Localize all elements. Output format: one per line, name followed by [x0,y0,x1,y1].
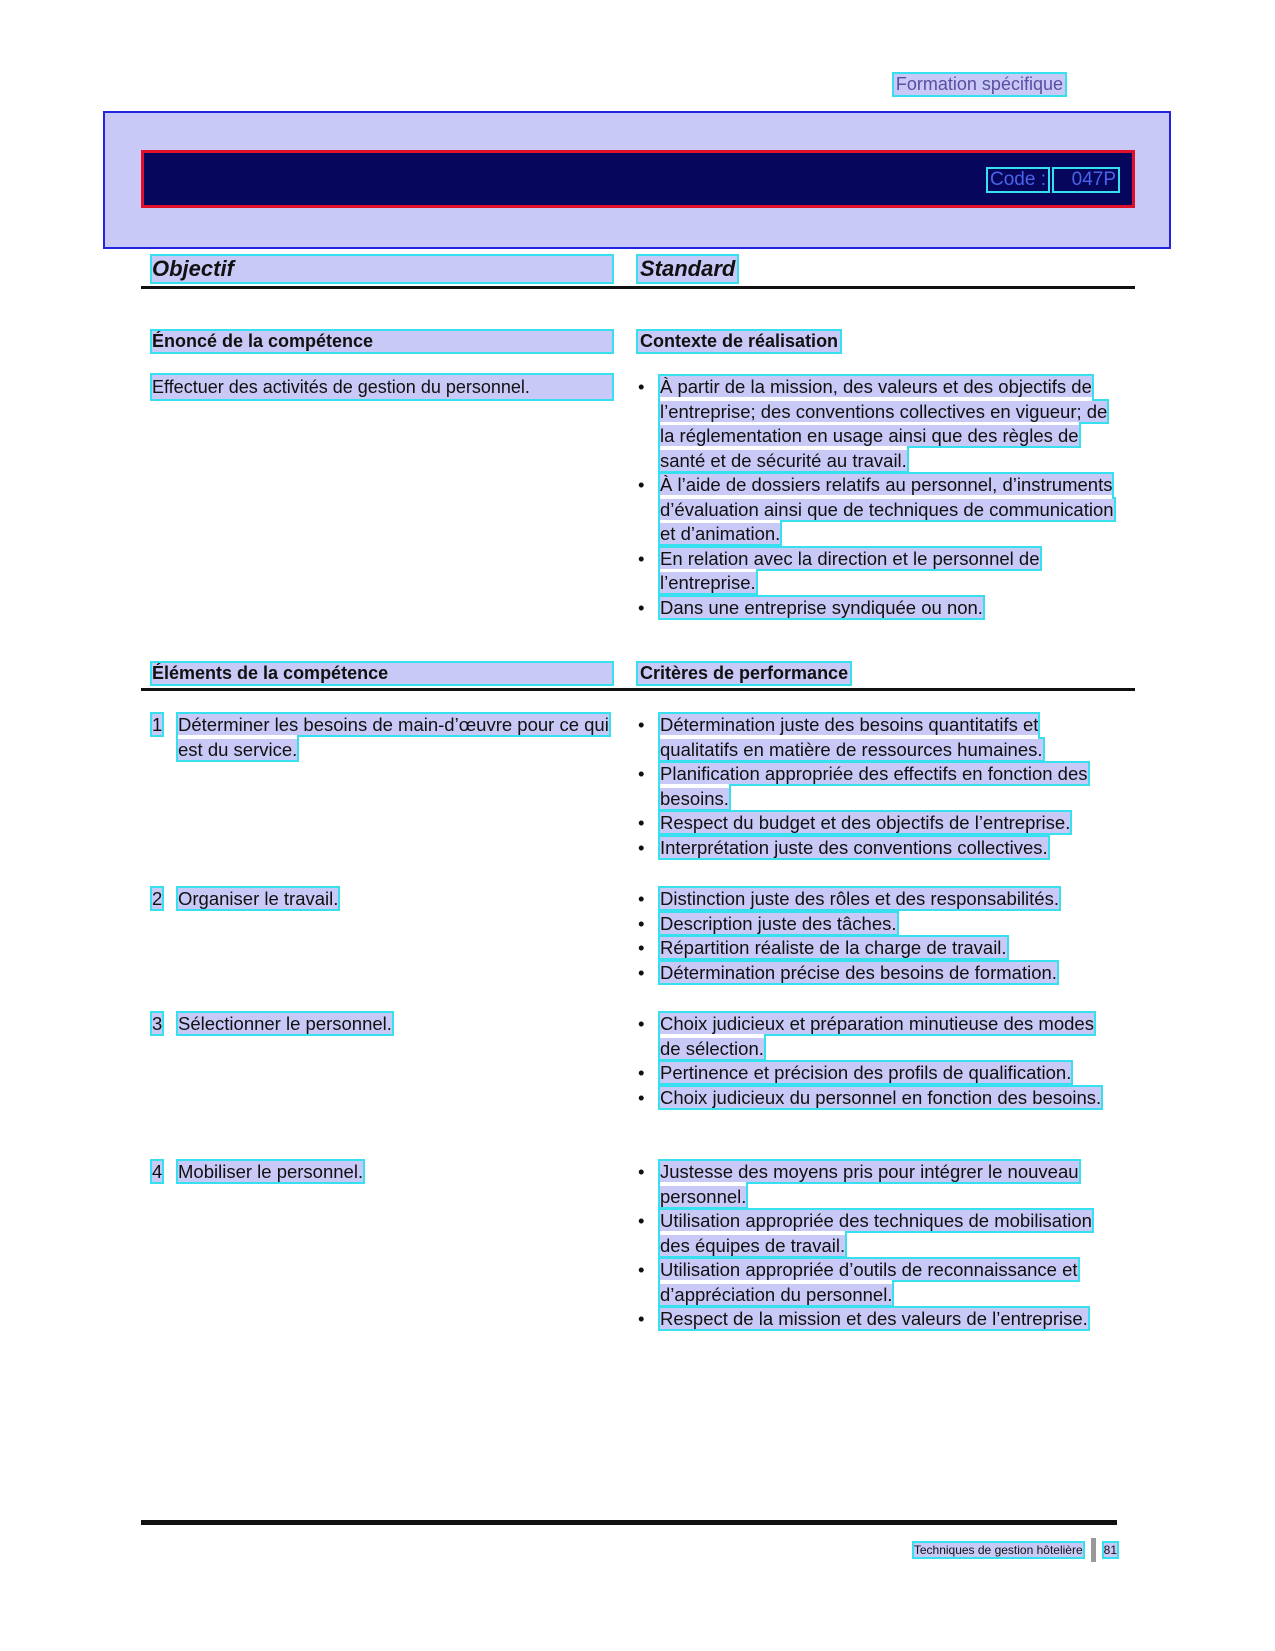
footer-program-name: Techniques de gestion hôtelière [913,1543,1083,1557]
criterion-item: • Choix judicieux et préparation minutieuse des modes de sélection. [638,1012,1116,1061]
criterion-item: • Choix judicieux du personnel en fonction des besoins. [638,1086,1116,1111]
competency-statement-heading: Énoncé de la compétence [152,331,612,352]
code-label: Code : [990,169,1046,190]
criterion-item: • Description juste des tâches. [638,912,1116,937]
element-number: 2 [152,888,163,909]
criterion-item: • Utilisation appropriée d’outils de reconnaissance et d’appréciation du personnel. [638,1258,1116,1307]
criterion-item: • Répartition réaliste de la charge de travail. [638,936,1116,961]
page-footer [914,1538,1117,1562]
context-item: • À partir de la mission, des valeurs et des objectifs de l’entreprise; des conventions collectives en vigueur; de la réglementation en usage ainsi que des règles de santé et de sécurité au travail. [638,375,1116,473]
element-number: 3 [152,1013,163,1034]
standard-heading: Standard [640,256,736,281]
element-text: Déterminer les besoins de main-d’œuvre pour ce qui est du service. [178,714,609,760]
context-item: • Dans une entreprise syndiquée ou non. [638,596,1116,621]
header-divider [141,286,1135,289]
element-item-1 [152,713,612,762]
criterion-item: • Planification appropriée des effectifs en fonction des besoins. [638,762,1116,811]
criterion-item: • Pertinence et précision des profils de qualification. [638,1061,1116,1086]
footer-separator [1091,1538,1096,1562]
competency-statement: Effectuer des activités de gestion du personnel. [152,375,612,399]
element-number: 4 [152,1161,163,1182]
context-item: • À l’aide de dossiers relatifs au personnel, d’instruments d’évaluation ainsi que de techniques de communication et d’animation. [638,473,1116,547]
element-item-2 [152,887,612,912]
criterion-item: • Détermination juste des besoins quantitatifs et qualitatifs en matière de ressources humaines. [638,713,1116,762]
criterion-item: • Détermination précise des besoins de formation. [638,961,1116,986]
element-text: Organiser le travail. [178,888,339,909]
criterion-item: • Utilisation appropriée des techniques de mobilisation des équipes de travail. [638,1209,1116,1258]
criterion-item: • Respect de la mission et des valeurs de l’entreprise. [638,1307,1116,1332]
element-item-4 [152,1160,612,1185]
criteria-list-3 [638,1012,1116,1110]
criteria-list-1 [638,713,1116,860]
elements-heading: Éléments de la compétence [152,663,612,684]
program-type-label: Formation spécifique [895,74,1063,94]
element-number: 1 [152,714,163,735]
element-text: Sélectionner le personnel. [178,1013,392,1034]
code-row [988,169,1118,191]
criterion-item: • Interprétation juste des conventions collectives. [638,836,1116,861]
element-item-3 [152,1012,612,1037]
criterion-item: • Distinction juste des rôles et des responsabilités. [638,887,1116,912]
page-number: 81 [1103,1543,1117,1557]
competency-title-bar [141,150,1135,208]
code-value: 047P [1054,169,1118,191]
criteria-list-4 [638,1160,1116,1332]
context-list [638,375,1116,620]
context-item: • En relation avec la direction et le personnel de l’entreprise. [638,547,1116,596]
footer-divider [141,1520,1117,1525]
context-heading: Contexte de réalisation [640,331,839,351]
elements-divider [141,688,1135,691]
element-text: Mobiliser le personnel. [178,1161,364,1182]
criterion-item: • Respect du budget et des objectifs de l’entreprise. [638,811,1116,836]
criteria-heading: Critères de performance [640,663,849,683]
criteria-list-2 [638,887,1116,985]
objective-heading: Objectif [152,256,612,282]
criterion-item: • Justesse des moyens pris pour intégrer le nouveau personnel. [638,1160,1116,1209]
